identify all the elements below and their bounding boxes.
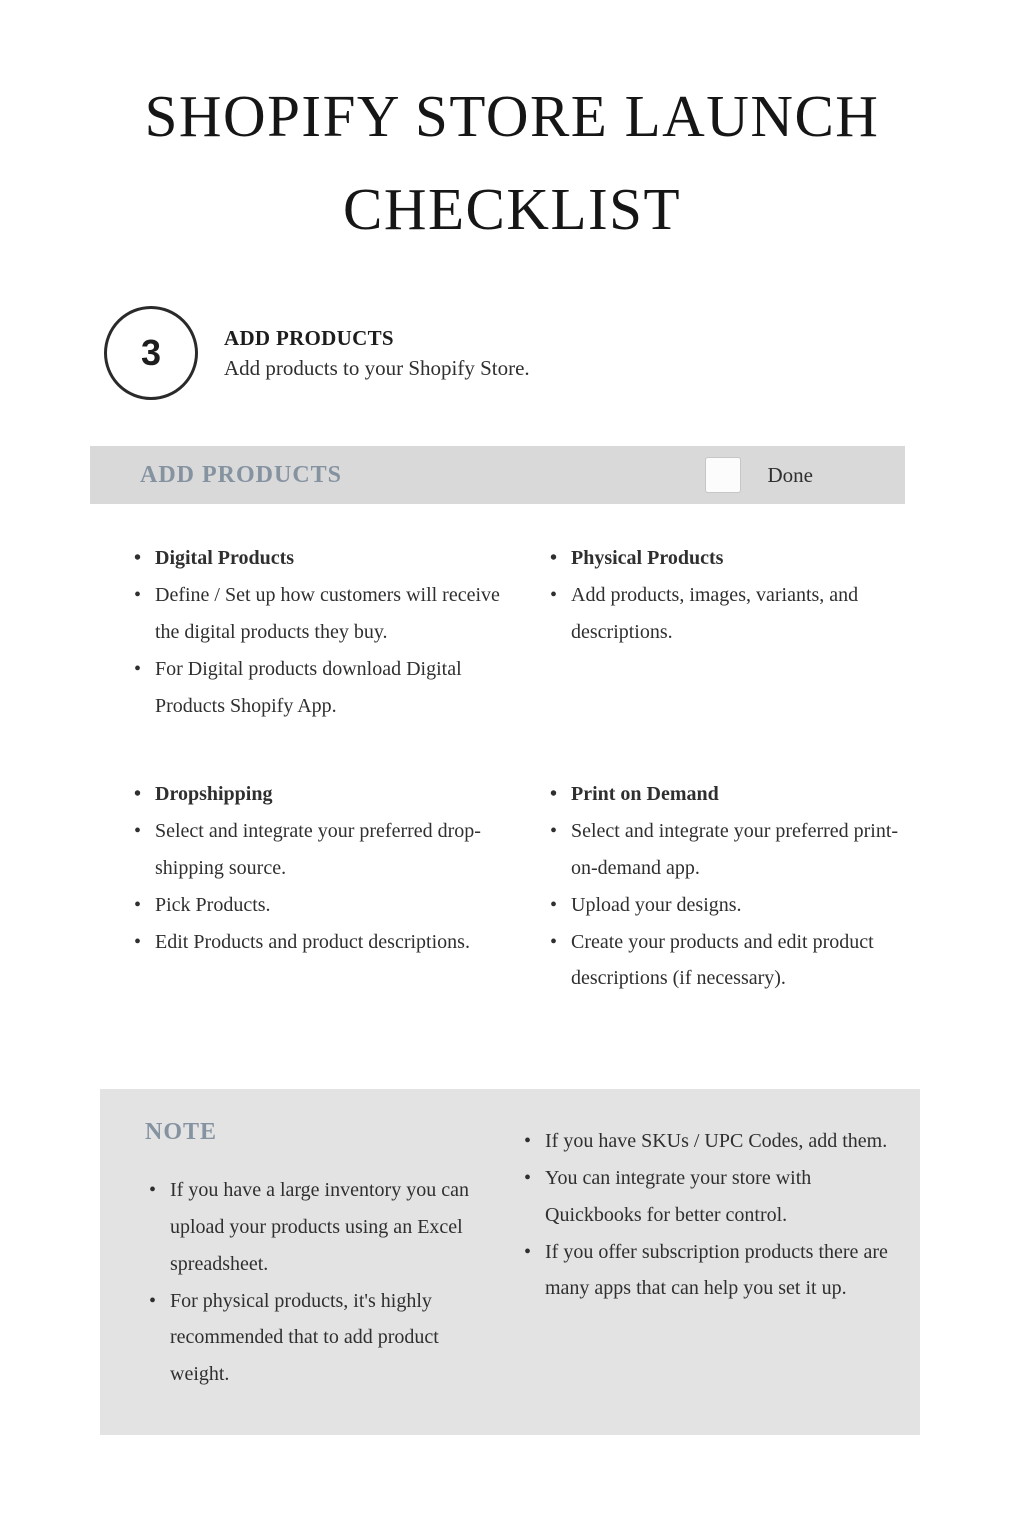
step-row	[104, 306, 1024, 400]
checklist-group-physical-products	[546, 540, 912, 724]
checklist-group-print-on-demand	[546, 776, 912, 997]
note-right-column	[520, 1117, 920, 1393]
step-number: 3	[140, 332, 162, 374]
done-checkbox[interactable]	[705, 457, 741, 493]
checklist-item: • Select and integrate your preferred drop-shipping source.	[130, 813, 518, 887]
checklist-item: • Pick Products.	[130, 887, 518, 924]
note-list-left	[145, 1172, 485, 1393]
checklist-item: • Upload your designs.	[546, 887, 912, 924]
checklist-item: • Edit Products and product descriptions.	[130, 924, 518, 961]
note-section	[100, 1089, 920, 1435]
checklist-item: • Create your products and edit product descriptions (if necessary).	[546, 924, 912, 998]
note-list-right	[520, 1123, 892, 1307]
note-item: • You can integrate your store with Quickbooks for better control.	[520, 1160, 892, 1234]
done-label: Done	[767, 462, 813, 487]
checklist-item: • For Digital products download Digital Products Shopify App.	[130, 651, 518, 725]
page-title-line-1: SHOPIFY STORE LAUNCH	[144, 83, 880, 149]
note-item: • If you offer subscription products there are many apps that can help you set it up.	[520, 1234, 892, 1308]
note-item: • If you have SKUs / UPC Codes, add them.	[520, 1123, 892, 1160]
checklist-group-header: • Digital Products	[130, 540, 518, 577]
checklist-group-dropshipping	[130, 776, 518, 997]
step-subheading: Add products to your Shopify Store.	[224, 355, 530, 380]
checklist-group-header: • Print on Demand	[546, 776, 912, 813]
note-left-column	[100, 1117, 520, 1393]
note-item: • If you have a large inventory you can upload your products using an Excel spreadsheet.	[145, 1172, 485, 1282]
note-item: • For physical products, it's highly recommended that to add product weight.	[145, 1283, 485, 1393]
checklist-grid	[130, 540, 912, 997]
page-title	[0, 70, 1024, 256]
page-title-line-2: CHECKLIST	[343, 176, 681, 243]
step-heading: ADD PRODUCTS	[224, 325, 394, 350]
checklist-item: • Select and integrate your preferred print-on-demand app.	[546, 813, 912, 887]
checklist-item: • Add products, images, variants, and descriptions.	[546, 577, 912, 651]
note-title: NOTE	[145, 1119, 218, 1146]
step-number-badge	[104, 306, 198, 400]
section-title: ADD PRODUCTS	[140, 461, 343, 488]
checklist-group-digital-products	[130, 540, 518, 724]
checklist-item: • Define / Set up how customers will receive the digital products they buy.	[130, 577, 518, 651]
step-text	[224, 326, 530, 381]
checklist-group-header: • Dropshipping	[130, 776, 518, 813]
section-header-bar	[90, 446, 905, 504]
checklist-group-header: • Physical Products	[546, 540, 912, 577]
